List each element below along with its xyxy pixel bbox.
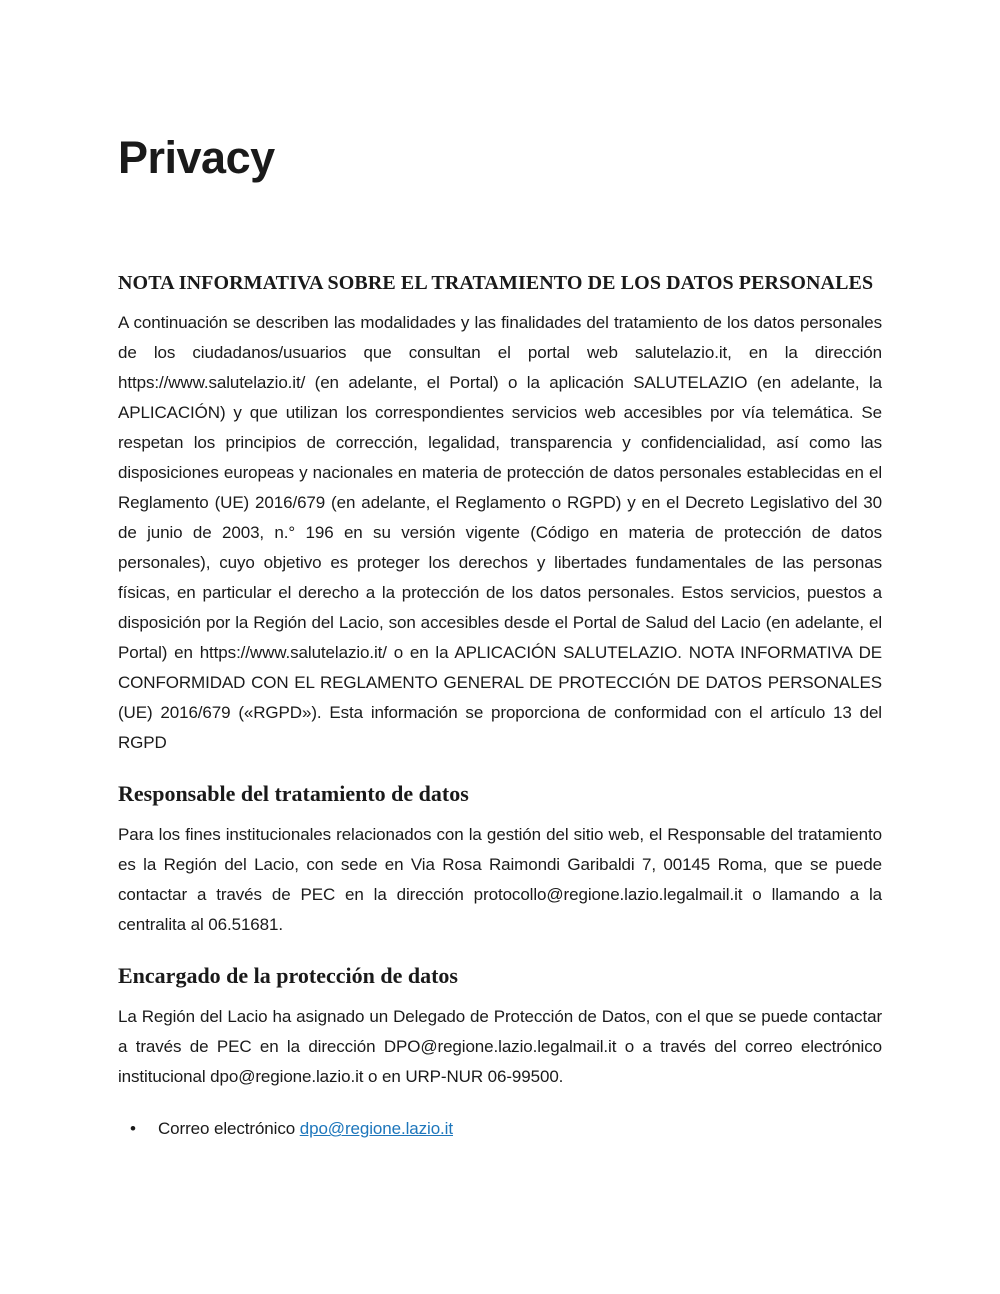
list-item-text — [158, 1116, 453, 1142]
section-encargado-proteccion — [118, 962, 882, 1092]
section-responsable-tratamiento — [118, 780, 882, 940]
paragraph-responsable: Para los fines institucionales relacionados con la gestión del sitio web, el Responsable del tratamiento es la Región del Lacio, con sede en Via Rosa Raimondi Garibaldi 7, 00145 Roma, que se puede contactar a través de PEC en la dirección protocollo@regione.lazio.legalmail.it o llamando a la centralita al 06.51681. — [118, 825, 882, 934]
section-heading-responsable: Responsable del tratamiento de datos — [118, 781, 469, 806]
contact-list — [118, 1116, 882, 1142]
list-item-email — [118, 1116, 882, 1142]
section-nota-informativa — [118, 270, 882, 758]
section-heading-nota-informativa: NOTA INFORMATIVA SOBRE EL TRATAMIENTO DE LOS DATOS PERSONALES — [118, 272, 874, 294]
email-label: Correo electrónico — [158, 1119, 300, 1138]
paragraph-nota-informativa: A continuación se describen las modalidades y las finalidades del tratamiento de los datos personales de los ciudadanos/usuarios que consultan el portal web salutelazio.it, en la dirección https://www.salutelazio.it/ (en adelante, el Portal) o la aplicación SALUTELAZIO (en adelante, la APLICACIÓN) y que utilizan los correspondientes servicios web accesibles por vía telemática. Se respetan los principios de corrección, legalidad, transparencia y confidencialidad, así como las disposiciones europeas y nacionales en materia de protección de datos personales establecidas en el Reglamento (UE) 2016/679 (en adelante, el Reglamento o RGPD) y en el Decreto Legislativo del 30 de junio de 2003, n.° 196 en su versión vigente (Código en materia de protección de datos personales), cuyo objetivo es proteger los derechos y libertades fundamentales de las personas físicas, en particular el derecho a la protección de los datos personales. Estos servicios, puestos a disposición por la Región del Lacio, son accesibles desde el Portal de Salud del Lacio (en adelante, el Portal) en https://www.salutelazio.it/ o en la APLICACIÓN SALUTELAZIO. NOTA INFORMATIVA DE CONFORMIDAD CON EL REGLAMENTO GENERAL DE PROTECCIÓN DE DATOS PERSONALES (UE) 2016/679 («RGPD»). Esta información se proporciona de conformidad con el artículo 13 del RGPD — [118, 313, 882, 752]
page-title: Privacy — [118, 132, 275, 183]
section-heading-encargado: Encargado de la protección de datos — [118, 963, 458, 988]
paragraph-encargado: La Región del Lacio ha asignado un Delegado de Protección de Datos, con el que se puede contactar a través de PEC en la dirección DPO@regione.lazio.legalmail.it o a través del correo electrónico institucional dpo@regione.lazio.it o en URP-NUR 06-99500. — [118, 1007, 882, 1086]
bullet-icon: • — [130, 1119, 136, 1138]
dpo-email-link[interactable]: dpo@regione.lazio.it — [299, 1119, 453, 1138]
